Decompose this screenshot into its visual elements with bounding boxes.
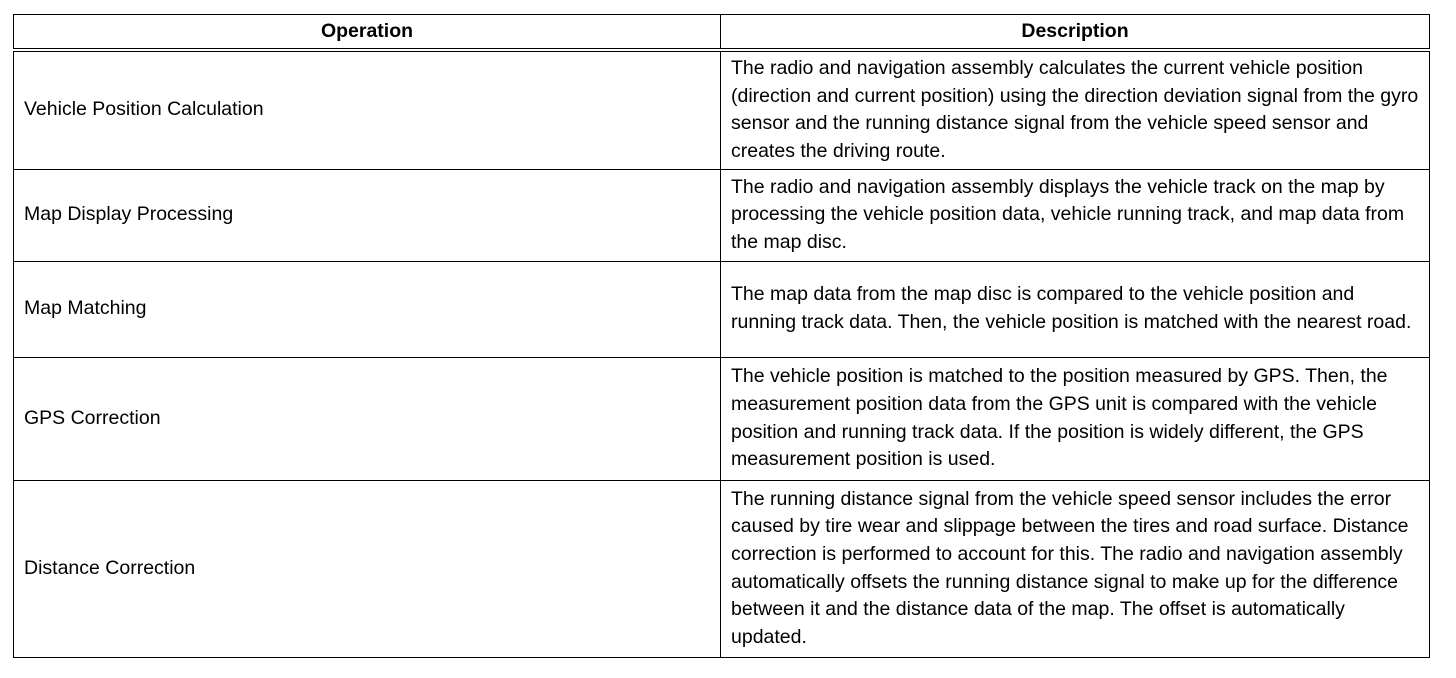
table-body [14,50,1430,657]
table-row [14,480,1430,657]
operation-cell: Map Display Processing [14,169,721,261]
description-cell: The map data from the map disc is compared to the vehicle position and running track data. Then, the vehicle position is matched with the nearest road. [721,261,1430,357]
operation-cell: Distance Correction [14,480,721,657]
description-cell: The vehicle position is matched to the position measured by GPS. Then, the measurement position data from the GPS unit is compared with the vehicle position and running track data. If the position is widely different, the GPS measurement position is used. [721,357,1430,480]
table-row [14,50,1430,169]
description-cell: The running distance signal from the vehicle speed sensor includes the error caused by tire wear and slippage between the tires and road surface. Distance correction is performed to account for this. The radio and navigation assembly automatically offsets the running distance signal to make up for the difference between it and the distance data of the map. The offset is automatically updated. [721,480,1430,657]
operation-cell: Map Matching [14,261,721,357]
table-row [14,261,1430,357]
operation-cell: GPS Correction [14,357,721,480]
description-column-header: Description [721,15,1430,51]
table-row [14,357,1430,480]
operations-table [13,14,1430,658]
operation-cell: Vehicle Position Calculation [14,50,721,169]
description-cell: The radio and navigation assembly displays the vehicle track on the map by processing the vehicle position data, vehicle running track, and map data from the map disc. [721,169,1430,261]
header-row [14,15,1430,51]
table-row [14,169,1430,261]
table-header [14,15,1430,51]
description-cell: The radio and navigation assembly calculates the current vehicle position (direction and current position) using the direction deviation signal from the gyro sensor and the running distance signal from the vehicle speed sensor and creates the driving route. [721,50,1430,169]
operation-column-header: Operation [14,15,721,51]
